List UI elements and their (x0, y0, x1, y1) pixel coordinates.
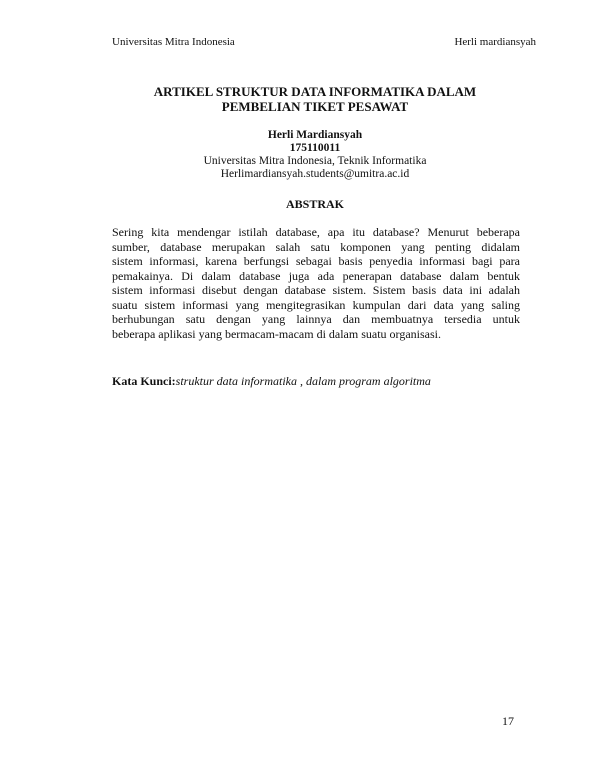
abstract-line: pemakainya. Di dalam database juga ada penerapan database dalam bentuk (112, 268, 520, 283)
article-title-line-2: PEMBELIAN TIKET PESAWAT (221, 99, 409, 114)
keywords (112, 374, 431, 389)
author-block (100, 129, 530, 181)
abstract-body (112, 225, 520, 341)
author-affiliation: Universitas Mitra Indonesia, Teknik Informatika (203, 155, 427, 167)
author-name: Herli Mardiansyah (267, 129, 363, 141)
page-number: 17 (502, 714, 514, 728)
abstract-line: sistem informasi, karena berfungsi sebagai basis penyedia informasi bagi para (112, 254, 520, 268)
abstract-line: sistem informasi disebut dengan database sistem. Sistem basis data ini adalah (112, 283, 520, 297)
keywords-label: Kata Kunci: (112, 374, 176, 388)
article-title (100, 84, 530, 114)
abstract-heading: ABSTRAK (285, 197, 344, 211)
abstract-line: beberapa aplikasi yang bermacam-macam di dalam suatu organisasi. (112, 326, 441, 341)
abstract-line: berhubungan satu dengan yang lainnya dan membuatnya tersedia untuk (112, 312, 520, 326)
abstract-line: Sering kita mendengar istilah database, apa itu database? Menurut beberapa (112, 225, 520, 239)
keywords-value: struktur data informatika , dalam program algoritma (175, 374, 431, 388)
running-header-institution: Universitas Mitra Indonesia (112, 36, 235, 48)
running-header-author: Herli mardiansyah (454, 36, 536, 48)
article-title-line-1: ARTIKEL STRUKTUR DATA INFORMATIKA DALAM (153, 84, 477, 99)
author-email: Herlimardiansyah.students@umitra.ac.id (220, 168, 410, 180)
author-id: 175110011 (289, 142, 341, 154)
abstract-line: suatu sistem informasi yang mengitegrasikan kumpulan dari data yang saling (112, 297, 520, 312)
abstract-line: sumber, database merupakan salah satu komponen yang penting didalam (112, 239, 520, 254)
